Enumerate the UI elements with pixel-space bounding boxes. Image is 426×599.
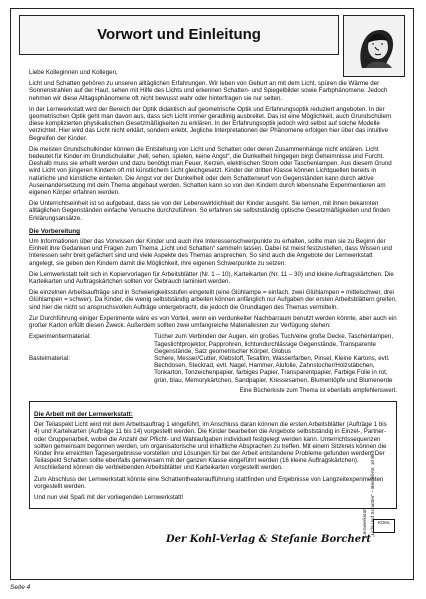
work-section-box	[29, 401, 397, 509]
paragraph: In der Lernwerkstatt wird der Bereich der Optik didaktisch auf geometrische Optik und Erfahrungsoptik reduziert angeboten. In der geometrischen Optik geht man davon aus, dass sich Licht immer geradlinig ausbreitet. Das ist eine Möglichkeit, auch Grundschülern diese komplizierten physikalischen Gesetzmäßigkeiten zu erklären. In der Erfahrungsoptik jedoch wird selbst auf solche Modelle verzichtet. Hier wird das Licht nicht erklärt, sondern erlebt. Jegliche Interpretationen der Phänomene erfolgen hier über das intuitive Begreifen der Kinder.	[29, 105, 392, 142]
paragraph: Zum Abschluss der Lernwerkstatt könnte eine Schattentheateraufführung stattfinden und Ergebnisse von Langzeitexperimenten vorgestellt werden.	[34, 475, 384, 490]
section-heading-work: Die Arbeit mit der Lernwerkstatt:	[34, 410, 133, 418]
page-frame	[10, 8, 414, 580]
paragraph: Um Informationen über das Vorwissen der Kinder und auch ihre Interessenschwerpunkte zu erhalten, sollte man sie zu Beginn der Einheit ihre Gedanken und Fragen zum Thema „Licht und Schatten“ sammeln lassen. Dabei ist meist festzustellen, dass Wissen und Interessen sehr breit gefächert sind und viele Aspekte des Themas ansprechen. So sind auch die Angebote der Lernwerkstatt angelegt, sie geben den Kindern damit die Möglichkeit, ihre eigenen Schwerpunkte zu setzen.	[29, 238, 393, 267]
title-box	[19, 15, 339, 55]
section-heading-preparation: Die Vorbereitung	[29, 227, 81, 235]
signature: Der Kohl-Verlag & Stefanie Borchert	[165, 534, 371, 545]
paragraph: Zur Durchführung einiger Experimente wäre es von Vorteil, wenn ein verdunkelter Nachbarraum benutzt werden könnte, aber auch ein großer Karton erfüllt diesen Zweck. Außerdem sollten zwei umfangreiche Materialkisten zur Verfügung stehen:	[29, 314, 397, 330]
page-title: Vorwort und Einleitung	[97, 26, 261, 43]
note: Eine Bücherkiste zum Thema ist ebenfalls empfehlenswert.	[239, 387, 397, 394]
paragraph: Die einzelnen Arbeitsaufträge sind in Schwierigkeitsstufen eingeteilt (eine Glühlampe = einfach, zwei Glühlampen = mittelschwer, drei Glühlampen = schwer). Da Kinder, die wenig selbstständig arbeiten können anfänglich nur Aufgaben der ersten Arbeitsblättern greifen, sind hier die nicht so anspruchsvollen Aufträge untergebracht, die jedoch die Grundlagen des Themas vermitteln.	[29, 289, 397, 311]
paragraph: Die meisten Grundschulkinder können die Entstehung von Licht und Schatten oder deren Zusammenhänge nicht erklären. Licht bedeutet für Kinder im Grundschulalter „hell, sehen, spielen, keine Angst“, die Dunkelheit hingegen birgt Geheimnisse und Furcht. Deshalb muss sie erhellt werden und dazu benötigt man Feuer, Kerzen, elektrischen Strom oder Taschenlampen. Aus diesem Grund wird Licht von jüngeren Kindern oft mit künstlichem Licht gleichgesetzt. Kinder der dritten Klasse können Lichtquellen bereits in natürliche und künstliche einteilen. Die Angst vor der Dunkelheit oder dem Schattenwurf von Gegenständen kann durch aktive Auseinandersetzung mit dem Thema abgebaut werden. Schatten kann so von den Kindern durch lebensnahe Experimentieren am eigenen Körper erfahren werden.	[29, 145, 392, 197]
greeting: Liebe Kolleginnen und Kollegen,	[29, 69, 118, 76]
logo-text: KOHL	[378, 520, 390, 525]
paragraph: Und nun viel Spaß mit der vorliegenden Lernwerkstatt!	[34, 493, 184, 501]
side-line-2: „Licht und Schatten“ – Bestell-Nr. 10 853	[371, 450, 376, 537]
paragraph: Die Unterrichtseinheit ist so aufgebaut, dass sie von der Lebenswirklichkeit der Kinder ausgeht. Sie lernen, mit ihnen bekannten alltäglichen Gegenständen einfache Versuche durchzuführen. So erfahren sie selbstständig optische Gesetzmäßigkeiten und finden Erklärungsansätze.	[29, 200, 390, 222]
materials-text: Schere, Messer/Cutter, Klebstoff, Tesafilm, Wasserfarben, Pinsel, Kleine Kartons, evtl. Bechdosen, Steckrad, evtl. Nagel, Hammer, Alufolie, Zahnstocher/Holzstäbchen, Tonkarton, Tonzeichenpapier, farbiges Papier, Transparentpapier, Farbige Folie in rot, grün, blau, Memorykärtchen, Sandpapier, Kressesamen, Blumentöpfe und Blumenerde	[154, 354, 393, 384]
materials-label: Experimentiermaterial:	[29, 333, 91, 341]
materials-label: Bastelmaterial:	[29, 354, 70, 362]
materials-row	[29, 355, 397, 384]
materials-row	[29, 333, 397, 355]
side-line-1: Lernwerkstatt	[363, 508, 368, 537]
materials-text: Tücher zum Verbinden der Augen, ein großes Tuch/eine große Decke, Taschenlampen, Tageslichtprojektor, Papprohren, lichtundurchlässige Gegenstände, Transparente Gegenstände, Satz geometrischer Körper, Globus	[154, 333, 394, 355]
side-vertical-text	[357, 419, 397, 539]
portrait-icon	[344, 16, 405, 77]
main-content	[29, 69, 397, 553]
materials-table	[29, 333, 397, 383]
portrait-illustration	[343, 15, 405, 77]
paragraph: Licht und Schatten gehören zu unseren alltäglichen Erfahrungen. Wir leben von Geburt an mit dem Licht, spüren die Wärme der Sonnenstrahlen auf der Haut, sehen mit Hilfe des Lichts und erkennen Schatten- und Spiegelbilder sowie Farbphänomene. Jedoch nehmen wir diese Alltagsphänomene oft nicht bewusst wahr oder hinterfragen sie nur selten.	[29, 80, 388, 102]
paragraph: Die Lernwerkstatt teilt sich in Kopiervorlagen für Arbeitsblätter (Nr. 1 – 10), Karteikarten (Nr. 11 – 30) und kleine Auftragskärtchen. Die Karteikarten und Auftragskärtchen sollten vor Gebrauch laminiert werden.	[29, 270, 394, 286]
page-number: Seite 4	[10, 584, 31, 591]
paragraph: Der Teilaspekt Licht wird mit dem Arbeitsauftrag 1 eingeführt, im Anschluss daran können die ersten Arbeitsblätter (Aufträge 1 bis 4) und Karteikarten (Aufträge 11 bis 14) vorgestellt werden. Die Kinder bearbeiten die Angebote selbstständig in Einzel-, Partner- oder Gruppenarbeit, wobei die Anzahl der Pflicht- und Wahlaufgaben individuell festgelegt werden kann. Unterrichtssequenzen sollten gemeinsam begonnen werden, um organisatorische und inhaltliche Absprachen zu treffen. Mit einem Sitzkreis können die Kinder ihre erreichten Tagesergebnisse vorstellen und Lösungen für bei der Arbeit entstandene Probleme gefunden werden. Der Teilaspekt Schatten sollte ebenfalls gemeinsam mit der ganzen Klasse eingeführt werden (16 kleine Auftragskärtchen). Anschließend können die verbleibenden Arbeitsblätter und Karteikarten vorgestellt werden.	[34, 421, 387, 472]
